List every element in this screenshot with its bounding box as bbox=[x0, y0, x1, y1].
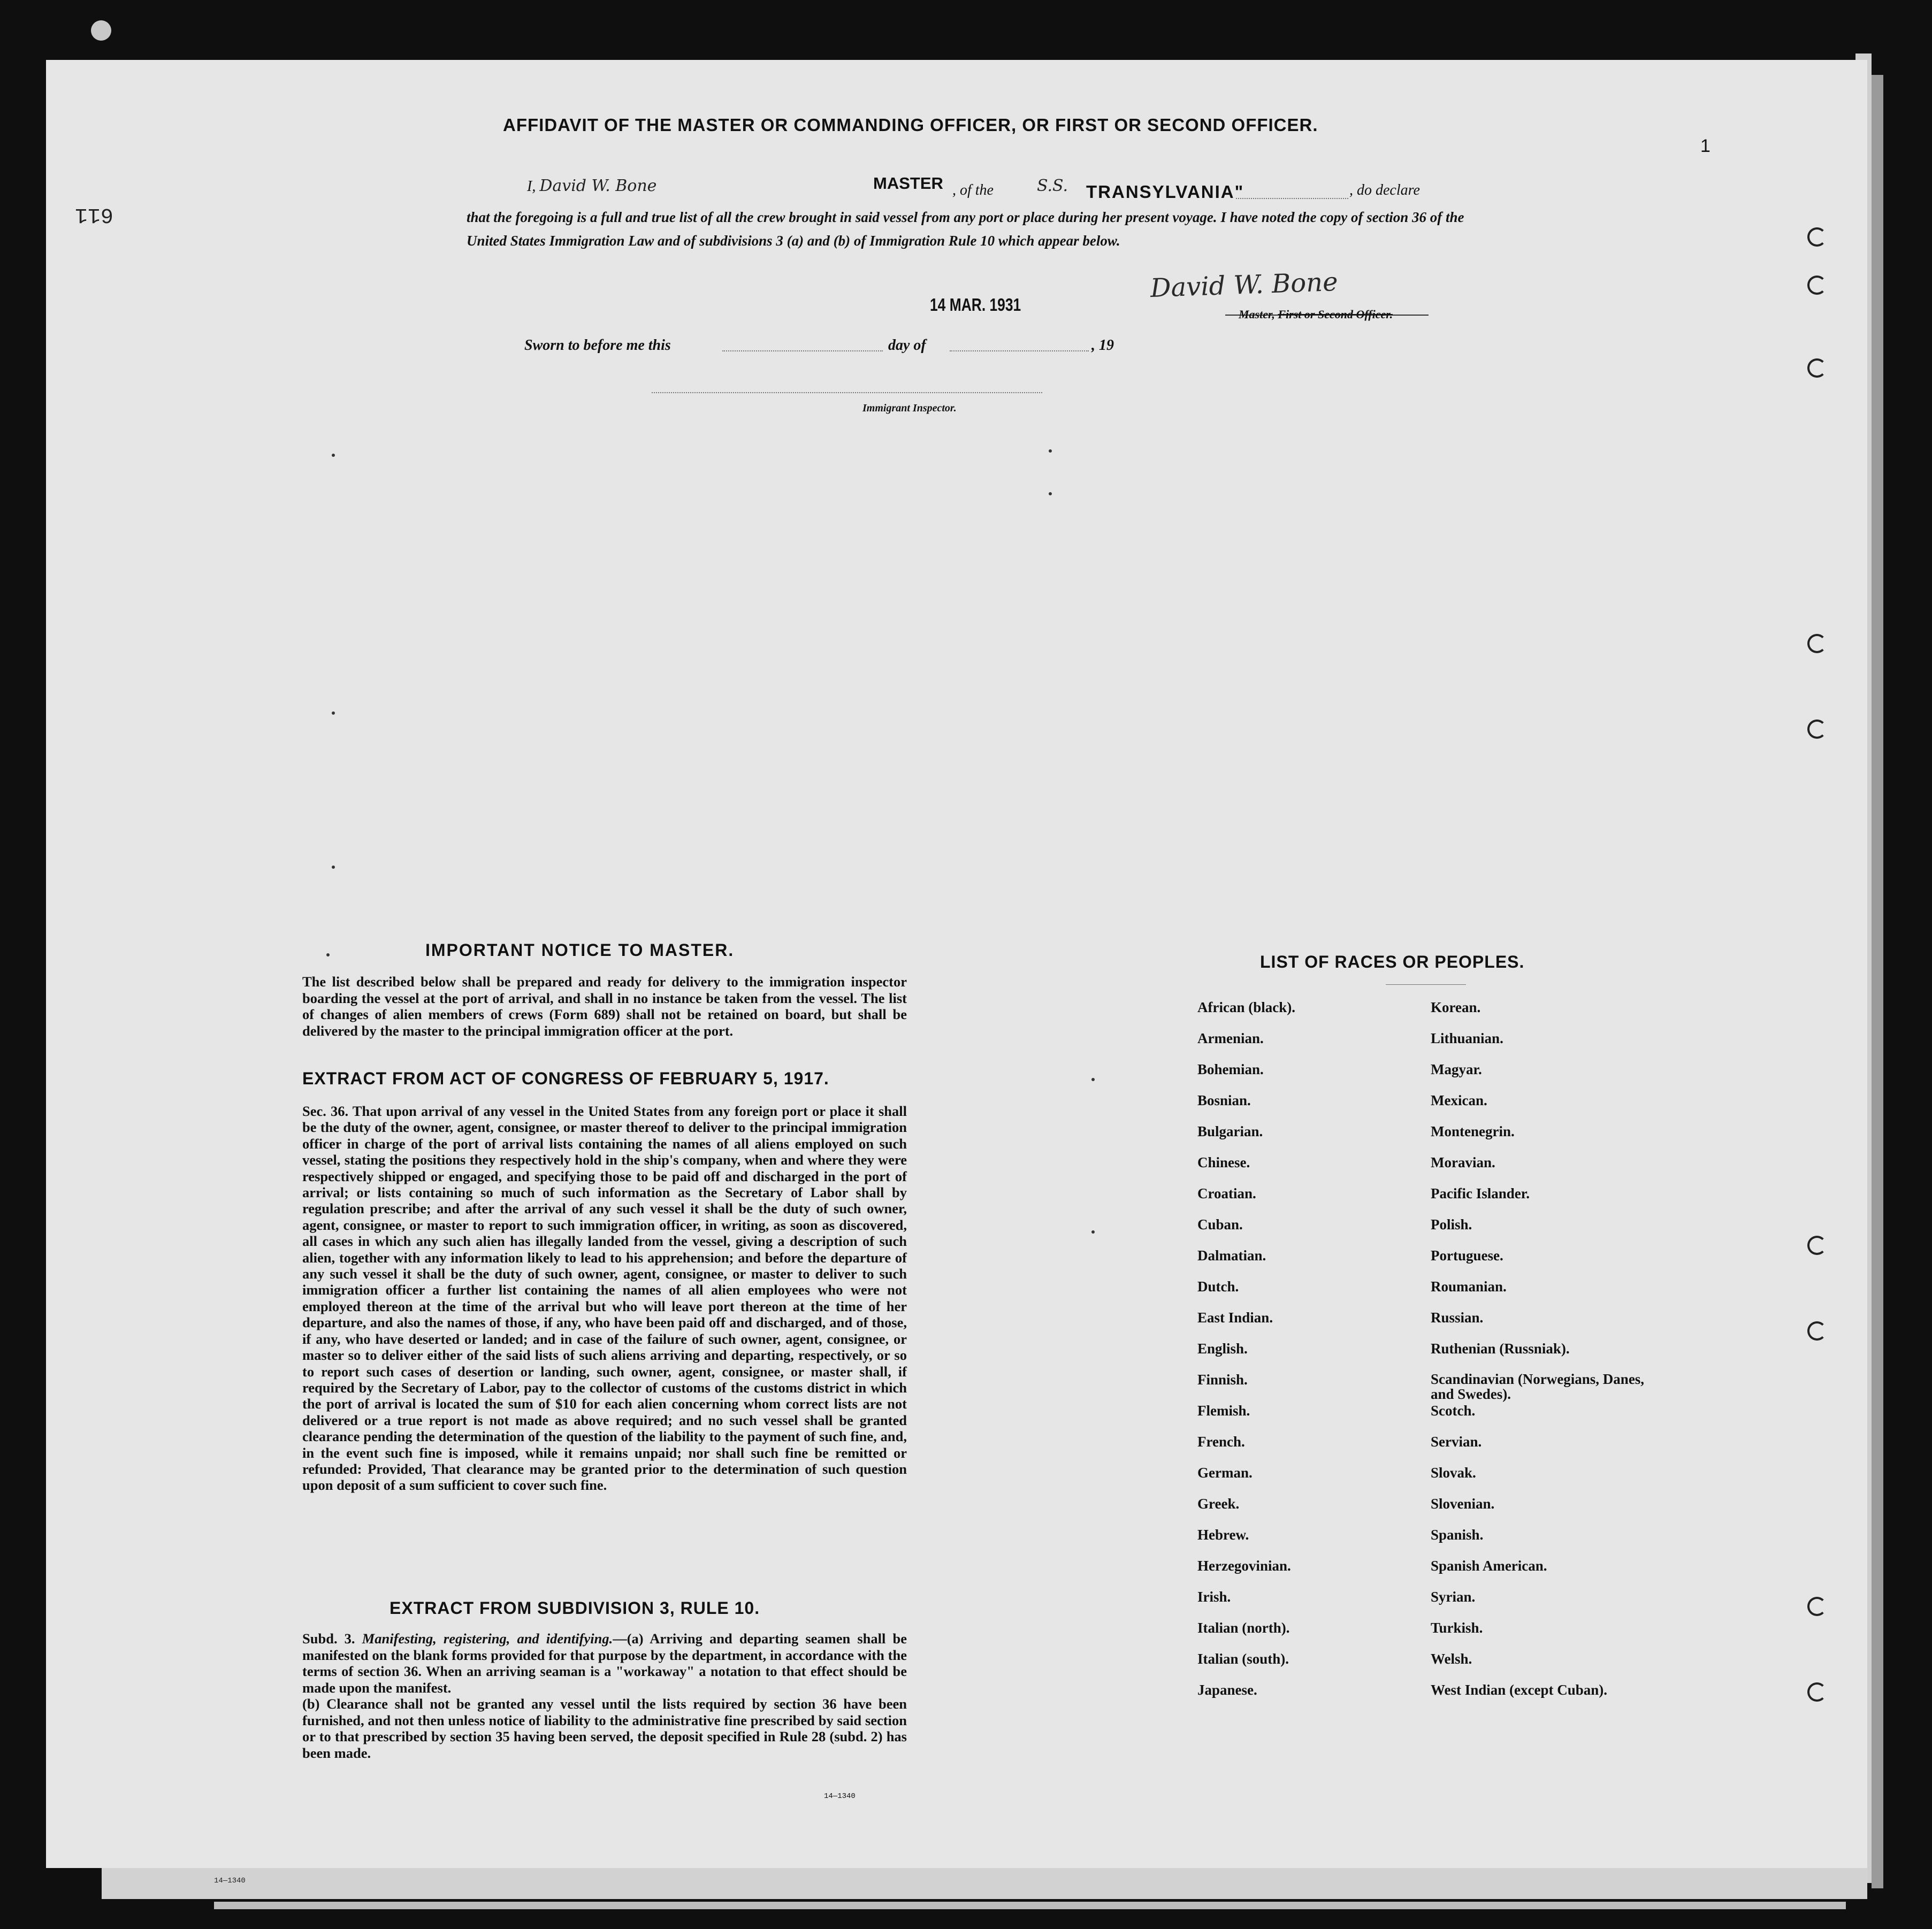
race-item: Italian (north). bbox=[1197, 1620, 1290, 1636]
race-item: East Indian. bbox=[1197, 1310, 1273, 1326]
page-stack-edge-dark bbox=[1872, 75, 1883, 1888]
race-item: Hebrew. bbox=[1197, 1527, 1249, 1543]
race-item: Welsh. bbox=[1431, 1651, 1472, 1667]
race-item: Dalmatian. bbox=[1197, 1247, 1266, 1264]
binder-ring bbox=[1807, 358, 1827, 378]
race-item: West Indian (except Cuban). bbox=[1431, 1682, 1608, 1698]
signature-caption-master: Master, bbox=[1239, 308, 1275, 321]
race-item: Greek. bbox=[1197, 1496, 1240, 1512]
race-item: Syrian. bbox=[1431, 1589, 1476, 1605]
race-item: Bosnian. bbox=[1197, 1092, 1251, 1108]
of-the-text: , of the bbox=[952, 182, 994, 198]
bleed-dot bbox=[1049, 449, 1052, 453]
race-item: Cuban. bbox=[1197, 1216, 1243, 1233]
capacity-label: MASTER bbox=[873, 174, 943, 193]
page-stack-strip bbox=[214, 1902, 1846, 1909]
binder-ring bbox=[1807, 275, 1827, 295]
dotted-line bbox=[722, 350, 883, 351]
race-item: Dutch. bbox=[1197, 1279, 1239, 1295]
bleed-dot bbox=[326, 953, 330, 956]
section-label: Sec. 36. bbox=[302, 1103, 349, 1119]
subd-para-b: (b) Clearance shall not be granted any vessel until the lists required by section 36 have been furnished, and not then unless notice of liability to the administrative fine prescribed by said section or to that prescribed by section 35 having been served, the deposit specified in Rule 28 (subd. 2) has been made. bbox=[302, 1696, 907, 1761]
title-rule bbox=[1386, 984, 1466, 985]
race-item: Montenegrin. bbox=[1431, 1123, 1515, 1139]
bleed-dot bbox=[1091, 1078, 1095, 1081]
race-item: Korean. bbox=[1431, 999, 1481, 1015]
notice-body: The list described below shall be prepared and ready for delivery to the immigration inspector boarding the vessel at the port of arrival, and shall in no instance be taken from the vessel. The list of changes of alien members of crews (Form 689) shall not be retained on board, but shall be delivered by the master to the principal immigration officer at the port. bbox=[302, 974, 907, 1039]
race-item: Flemish. bbox=[1197, 1403, 1250, 1419]
signature-caption-struck: First or Second Officer. bbox=[1278, 308, 1393, 321]
race-item: Servian. bbox=[1431, 1434, 1482, 1450]
signature-caption bbox=[1239, 308, 1393, 322]
binder-ring bbox=[1807, 1321, 1827, 1341]
race-item: Scandinavian (Norwegians, Danes, and Swedes). bbox=[1431, 1371, 1645, 1402]
binder-ring bbox=[1807, 1236, 1827, 1255]
races-column-b bbox=[1431, 999, 1655, 1713]
bleed-dot bbox=[1049, 492, 1052, 495]
race-item: Turkish. bbox=[1431, 1620, 1483, 1636]
race-item: Croatian. bbox=[1197, 1185, 1256, 1201]
subd-heading: Manifesting, registering, and identifying. bbox=[362, 1631, 613, 1647]
master-signature: David W. Bone bbox=[1150, 266, 1339, 304]
dotted-line bbox=[1236, 198, 1348, 199]
dotted-line bbox=[950, 350, 1089, 351]
race-item: Irish. bbox=[1197, 1589, 1231, 1605]
race-item: Roumanian. bbox=[1431, 1279, 1507, 1295]
race-item: Bulgarian. bbox=[1197, 1123, 1263, 1139]
race-item: French. bbox=[1197, 1434, 1245, 1450]
race-item: English. bbox=[1197, 1341, 1248, 1357]
race-item: Italian (south). bbox=[1197, 1651, 1289, 1667]
race-item: Slovak. bbox=[1431, 1465, 1476, 1481]
bleed-dot bbox=[1091, 1230, 1095, 1234]
binder-ring bbox=[1807, 634, 1827, 653]
page-number: 611 bbox=[75, 202, 114, 226]
binder-ring bbox=[1807, 1682, 1827, 1702]
inspector-caption: Immigrant Inspector. bbox=[862, 402, 957, 414]
page-stack-bottom bbox=[102, 1867, 1867, 1899]
subd-para-a: —(a) Arriving and departing seamen shall be manifested on the blank forms provided for that purpose by the department, in accordance with the terms of section 36. When an arriving seaman is a "workaway" a notation to that effect should be made upon the manifest. bbox=[302, 1631, 907, 1696]
affidavit-title: AFFIDAVIT OF THE MASTER OR COMMANDING OFFICER, OR FIRST OR SECOND OFFICER. bbox=[503, 115, 1318, 135]
binder-hole bbox=[91, 20, 111, 41]
race-item: Lithuanian. bbox=[1431, 1030, 1503, 1046]
bleed-dot bbox=[332, 711, 335, 715]
date-stamp: 14 MAR. 1931 bbox=[930, 295, 1021, 315]
race-item: Bohemian. bbox=[1197, 1061, 1264, 1077]
margin-mark: 1 bbox=[1700, 136, 1710, 156]
race-item: African (black). bbox=[1197, 999, 1295, 1015]
bleed-dot bbox=[332, 454, 335, 457]
year-prefix: , 19 bbox=[1091, 337, 1114, 354]
inspector-signature-line bbox=[652, 392, 1042, 393]
do-declare-text: , do declare bbox=[1349, 182, 1420, 198]
race-item: Mexican. bbox=[1431, 1092, 1487, 1108]
race-item: Magyar. bbox=[1431, 1061, 1482, 1077]
rule-extract-title: EXTRACT FROM SUBDIVISION 3, RULE 10. bbox=[390, 1598, 760, 1618]
race-item: Spanish American. bbox=[1431, 1558, 1547, 1574]
notice-title: IMPORTANT NOTICE TO MASTER. bbox=[425, 940, 735, 960]
race-item: Armenian. bbox=[1197, 1030, 1264, 1046]
subd-paragraph-a bbox=[302, 1631, 907, 1696]
races-column-a bbox=[1197, 999, 1295, 1713]
races-title: LIST OF RACES OR PEOPLES. bbox=[1260, 952, 1525, 971]
binder-ring bbox=[1807, 719, 1827, 739]
act-extract-body bbox=[302, 1103, 907, 1494]
master-name-handwritten: David W. Bone bbox=[539, 177, 657, 195]
binder-ring bbox=[1807, 227, 1827, 247]
declarant-line bbox=[527, 177, 656, 195]
form-number: 14—1340 bbox=[824, 1792, 856, 1801]
race-item: Russian. bbox=[1431, 1310, 1484, 1326]
race-item: Polish. bbox=[1431, 1216, 1472, 1233]
race-item: Chinese. bbox=[1197, 1154, 1250, 1170]
race-item: Pacific Islander. bbox=[1431, 1185, 1530, 1201]
race-item: Ruthenian (Russniak). bbox=[1431, 1341, 1570, 1357]
sworn-text: Sworn to before me this bbox=[524, 337, 671, 354]
race-item: Herzegovinian. bbox=[1197, 1558, 1291, 1574]
race-item: Finnish. bbox=[1197, 1372, 1248, 1388]
i-prefix: I, bbox=[527, 178, 536, 195]
vessel-type-handwritten: S.S. bbox=[1037, 177, 1068, 195]
race-item: Scotch. bbox=[1431, 1403, 1476, 1419]
subd-label: Subd. 3. bbox=[302, 1631, 355, 1647]
race-item: Moravian. bbox=[1431, 1154, 1495, 1170]
race-item: German. bbox=[1197, 1465, 1253, 1481]
ship-name: TRANSYLVANIA" bbox=[1086, 182, 1244, 202]
day-of-text: day of bbox=[888, 337, 926, 354]
act-extract-title: EXTRACT FROM ACT OF CONGRESS OF FEBRUARY 5, 1917. bbox=[302, 1069, 829, 1088]
race-item: Slovenian. bbox=[1431, 1496, 1495, 1512]
section-text: That upon arrival of any vessel in the United States from any foreign port or place it shall be the duty of the owner, agent, consignee, or master thereof to deliver to the principal immigration officer in charge of the port of arrival lists containing the names of all aliens employed on such vessel, stating the positions they respectively hold in the ship's company, when and where they were respectively shipped or engaged, and specifying those to be paid off and discharged in the port of arrival; or lists containing so much of such information as the Secretary of Labor shall by regulation prescribe; and after the arrival of any such vessel it shall be the duty of such owner, agent, consignee, or master to report to such immigration officer, in writing, as soon as discovered, all cases in which any such alien has illegally landed from the vessel, giving a description of such alien, together with any information likely to lead to his apprehension; and before the departure of any such vessel it shall be the duty of such owner, agent, consignee, or master to deliver to such immigration officer a further list containing the names of all alien employees who were not employed thereon at the time of the arrival but who will leave port thereon at the time of her departure, and also the names of those, if any, who have been paid off and discharged, and of those, if any, who have deserted or landed; and in case of the failure of such owner, agent, consignee, or master so to deliver either of the said lists of such aliens arriving and departing, respectively, or so to report such cases of desertion or landing, such owner, agent, consignee, or master shall, if required by the Secretary of Labor, pay to the collector of customs of the customs district in which the port of arrival is located the sum of $10 for each alien concerning whom correct lists are not delivered or a true report is not made as above required; and no such vessel shall be granted clearance pending the determination of the question of the liability to the payment of such fine, and, in the event such fine is imposed, while it remains unpaid; nor shall such fine be remitted or refunded: Provided, That clearance may be granted prior to the determination of such question upon deposit of a sum sufficient to cover such fine. bbox=[302, 1103, 907, 1494]
race-item: Spanish. bbox=[1431, 1527, 1484, 1543]
bottom-form-code: 14—1340 bbox=[214, 1877, 246, 1885]
race-item: Japanese. bbox=[1197, 1682, 1257, 1698]
declaration-text: that the foregoing is a full and true list of all the crew brought in said vessel from any port or place during her present voyage. I have noted the copy of section 36 of the United States Immigration Law and of subdivisions 3 (a) and (b) of Immigration Rule 10 which appear below. bbox=[467, 209, 1464, 249]
binder-ring bbox=[1807, 1597, 1827, 1616]
bleed-dot bbox=[332, 866, 335, 869]
race-item: Portuguese. bbox=[1431, 1247, 1503, 1264]
rule-extract-body bbox=[302, 1631, 907, 1761]
